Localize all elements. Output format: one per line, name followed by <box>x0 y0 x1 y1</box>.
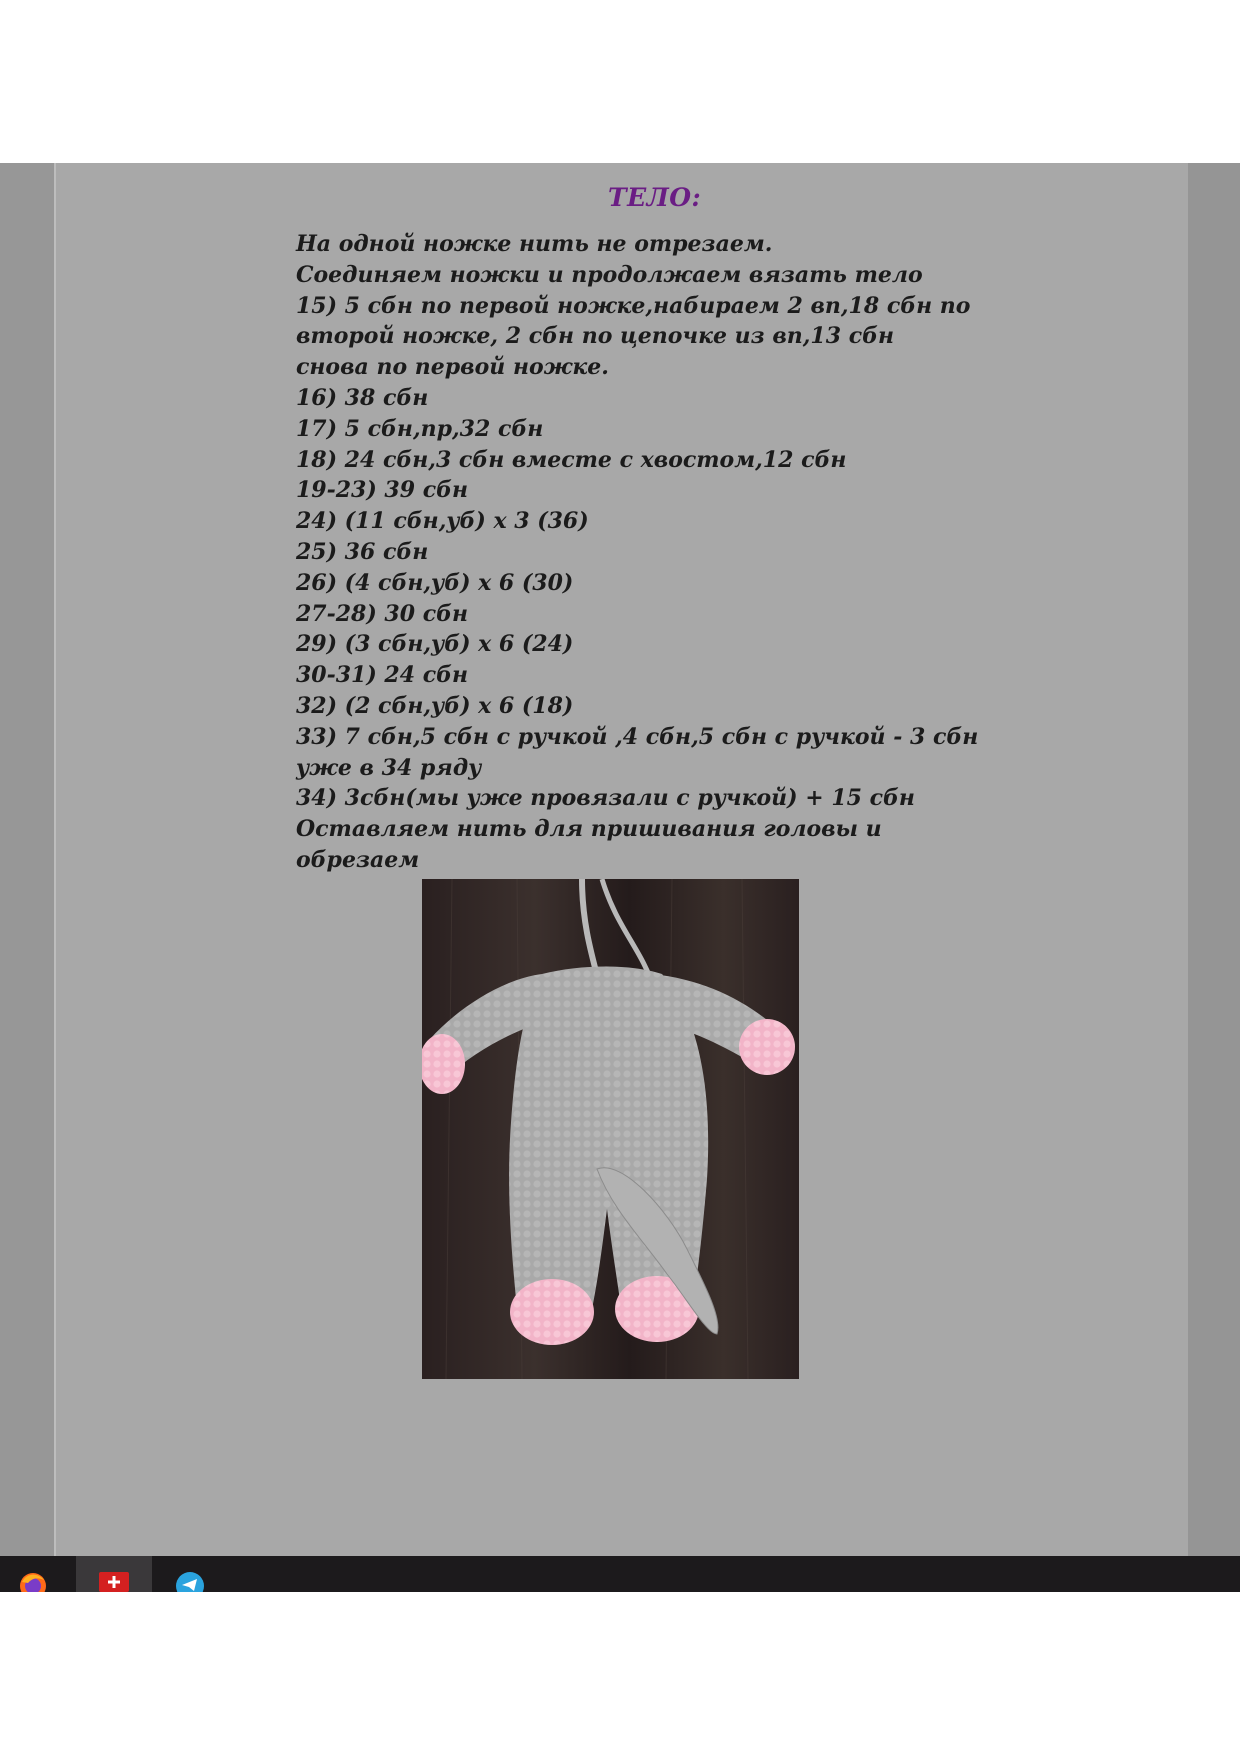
instruction-line: 32) (2 сбн,уб) х 6 (18) <box>296 692 574 719</box>
page-title: ТЕЛО: <box>608 183 702 212</box>
instruction-line: Оставляем нить для пришивания головы и <box>296 816 882 843</box>
taskbar <box>0 1556 1240 1592</box>
instruction-line: 33) 7 сбн,5 сбн с ручкой ,4 сбн,5 сбн с ручкой - 3 сбн <box>296 723 979 750</box>
instruction-line: обрезаем <box>296 846 420 873</box>
taskbar-pdf-button[interactable] <box>76 1556 152 1592</box>
instruction-line: уже в 34 ряду <box>296 754 482 781</box>
pdf-reader-icon <box>99 1570 129 1592</box>
document-page <box>56 163 1188 1556</box>
instruction-line: 27-28) 30 сбн <box>296 600 469 627</box>
instruction-line: 25) 36 сбн <box>296 538 429 565</box>
instruction-line: Соединяем ножки и продолжаем вязать тело <box>296 261 923 288</box>
screenshot-area <box>0 163 1240 1556</box>
taskbar-firefox-button[interactable] <box>0 1556 76 1592</box>
instruction-line: 17) 5 сбн,пр,32 сбн <box>296 415 544 442</box>
instruction-line: 19-23) 39 сбн <box>296 477 469 504</box>
instruction-line: 34) 3сбн(мы уже провязали с ручкой) + 15 сбн <box>296 785 915 812</box>
firefox-icon <box>18 1570 48 1592</box>
instruction-line: На одной ножке нить не отрезаем. <box>296 231 773 257</box>
instruction-line: снова по первой ножке. <box>296 354 609 381</box>
instruction-line: второй ножке, 2 сбн по цепочке из вп,13 сбн <box>296 323 895 350</box>
telegram-icon <box>175 1570 205 1592</box>
instruction-line: 30-31) 24 сбн <box>296 662 469 689</box>
instructions <box>296 229 996 876</box>
instruction-line: 18) 24 сбн,3 сбн вместе с хвостом,12 сбн <box>296 446 847 473</box>
instruction-line: 24) (11 сбн,уб) х 3 (36) <box>296 508 589 535</box>
instruction-line: 16) 38 сбн <box>296 384 429 411</box>
instruction-line: 15) 5 сбн по первой ножке,набираем 2 вп,18 сбн по <box>296 292 971 319</box>
instruction-line: 29) (3 сбн,уб) х 6 (24) <box>296 631 574 658</box>
taskbar-telegram-button[interactable] <box>152 1556 228 1592</box>
instruction-line: 26) (4 сбн,уб) х 6 (30) <box>296 569 574 596</box>
left-gutter <box>0 163 54 1556</box>
toy-body-illustration <box>422 879 799 1379</box>
toy-body-photo <box>422 879 799 1379</box>
right-scroll-gutter[interactable] <box>1188 163 1240 1556</box>
